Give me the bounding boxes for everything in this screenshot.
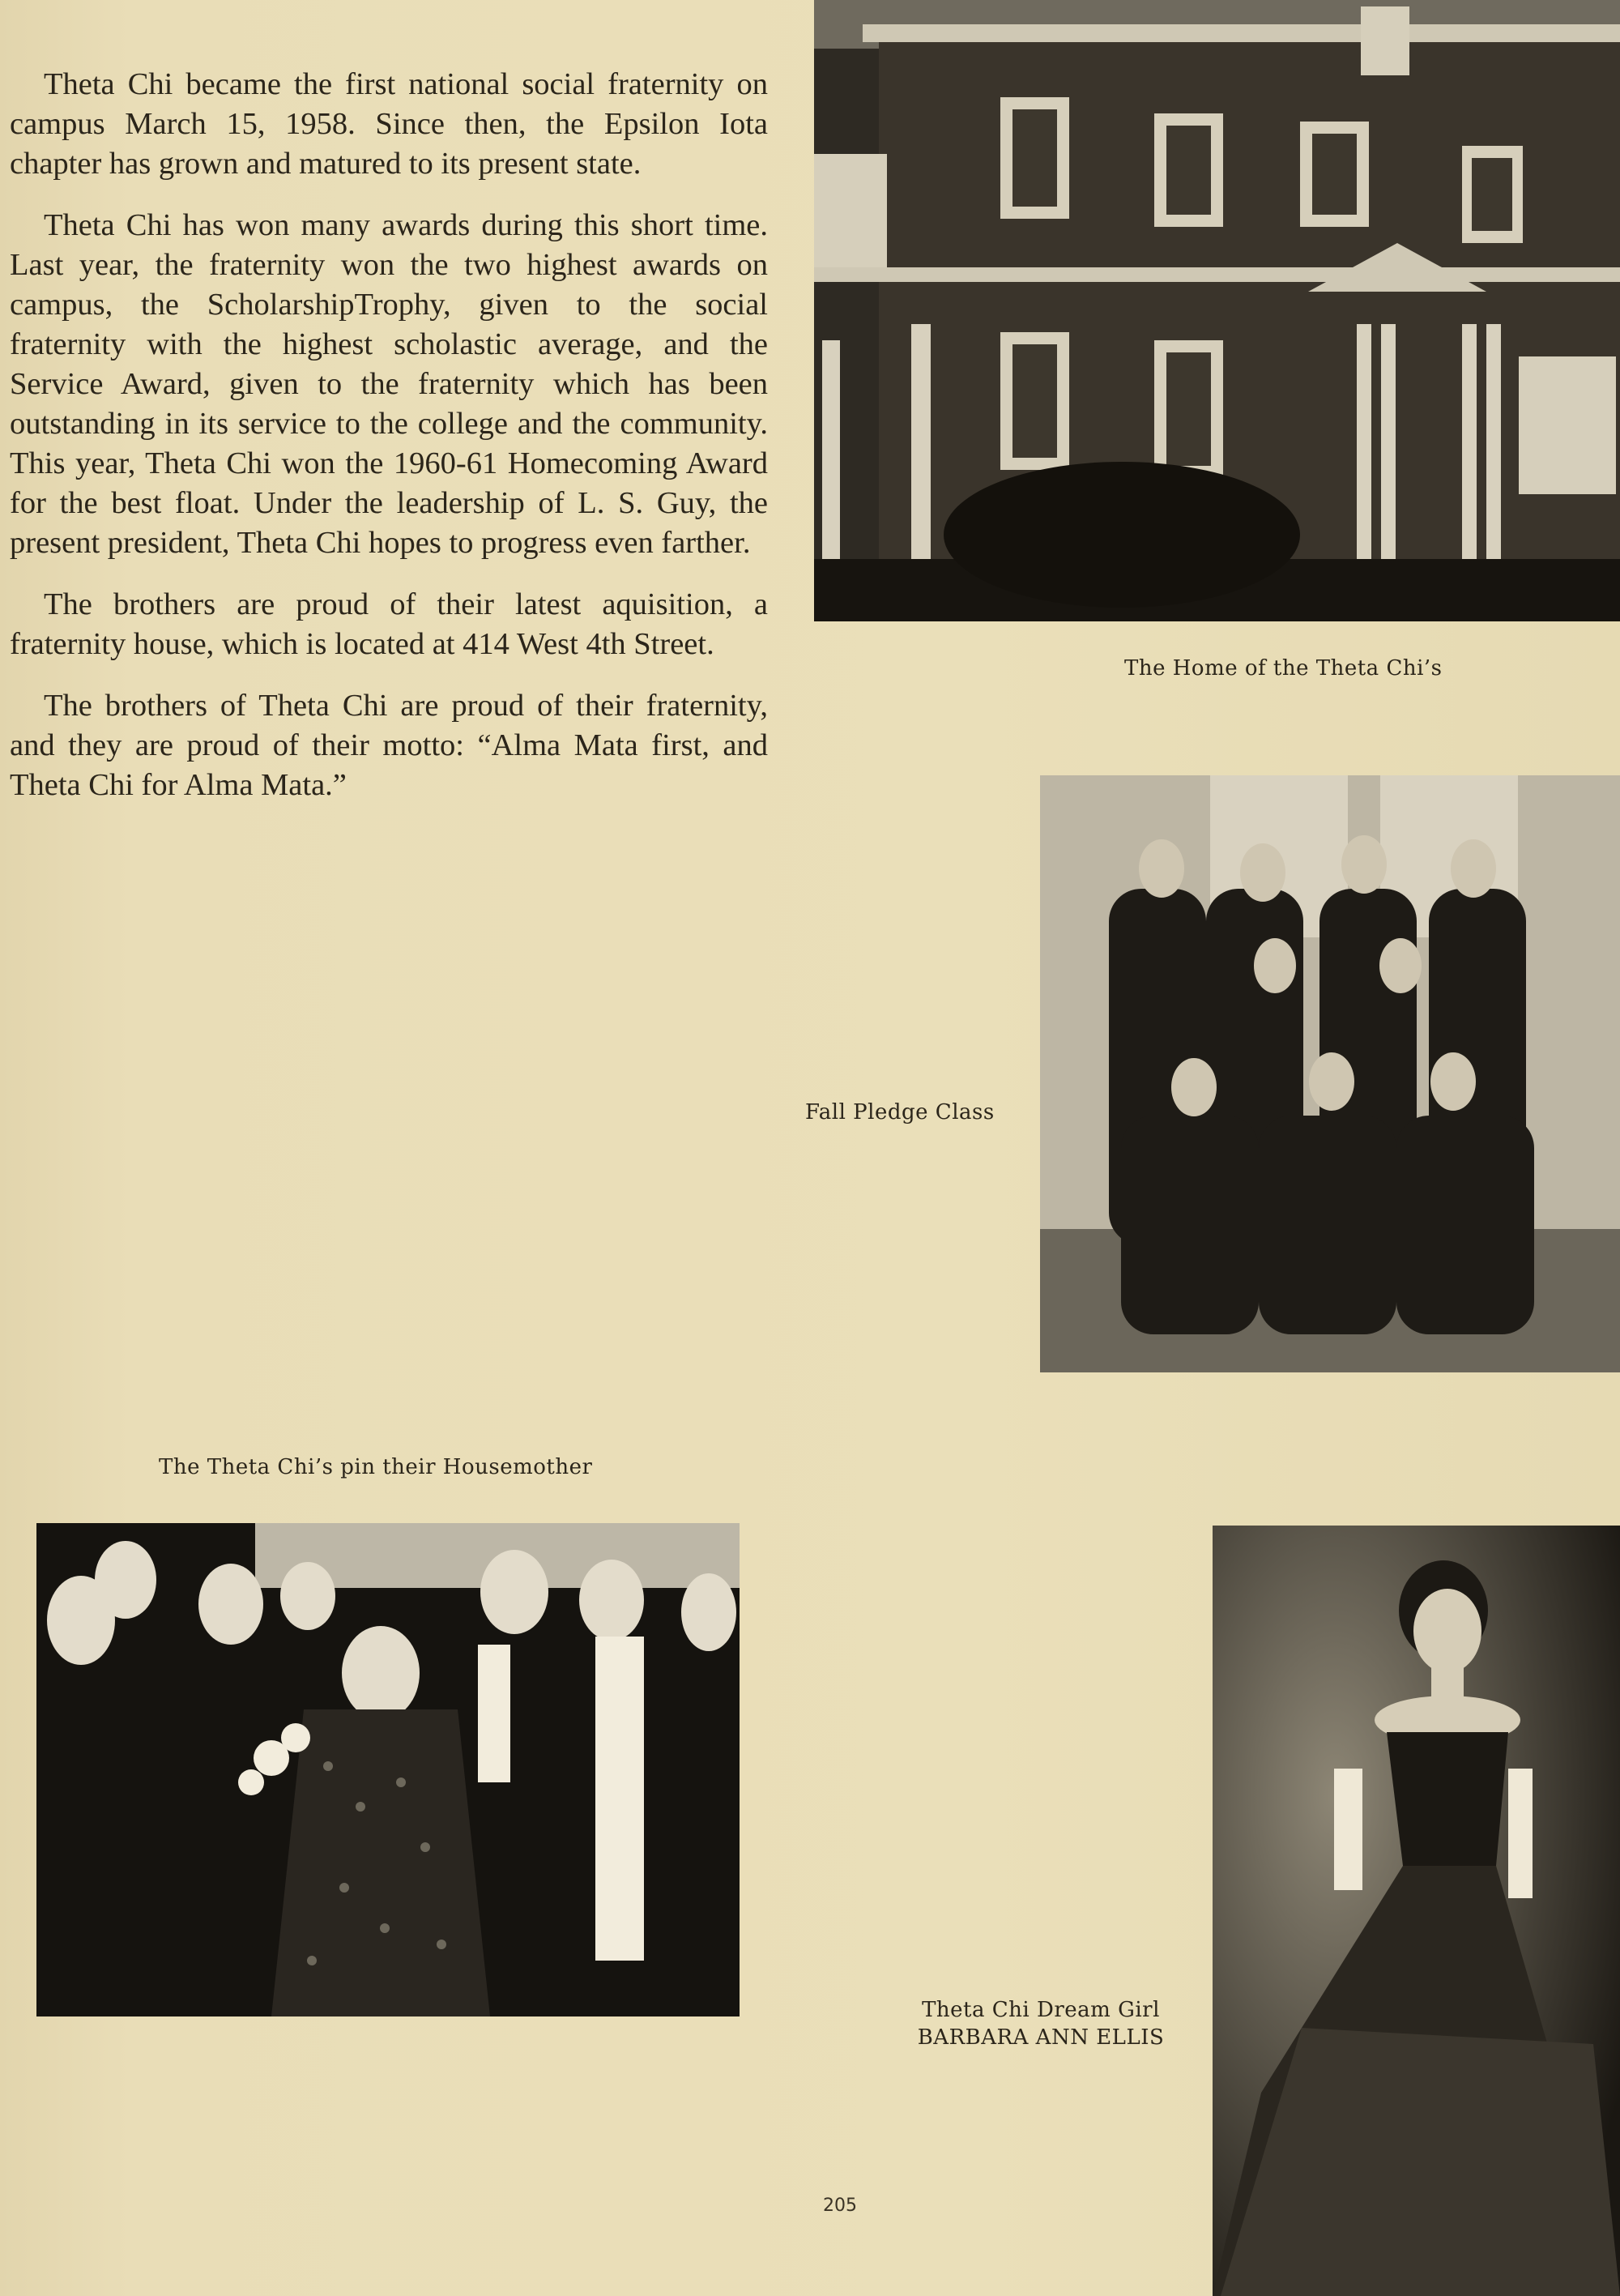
fraternity-house-photo bbox=[814, 0, 1620, 621]
paragraph-awards: Theta Chi has won many awards during this short time. Last year, the fraternity won the two highest awards on campus, the ScholarshipTrophy, given to the social fraternity with the highest scholastic average, and the Service Award, given to the fraternity which has been outstanding in its service to the college and the community. This year, Theta Chi won the 1960-61 Homecoming Award for the best float. Under the leadership of L. S. Guy, the present president, Theta Chi hopes to progress even farther. bbox=[10, 208, 768, 560]
caption-housemother: The Theta Chi’s pin their Housemother bbox=[159, 1455, 593, 1479]
caption-pledge-class: Fall Pledge Class bbox=[805, 1100, 995, 1125]
dream-girl-portrait bbox=[1213, 1526, 1620, 2296]
paragraph-founding: Theta Chi became the first national social fraternity on campus March 15, 1958. Since then, the Epsilon Iota chapter has grown and matured to its present state. bbox=[10, 67, 768, 181]
paragraph-motto: The brothers of Theta Chi are proud of their fraternity, and they are proud of their motto: “Alma Mata first, and Theta Chi for Alma Mata.” bbox=[10, 689, 768, 802]
page-number: 205 bbox=[823, 2196, 857, 2216]
pledge-class-photo bbox=[1040, 775, 1620, 1372]
housemother-photo bbox=[36, 1523, 740, 2016]
article-body bbox=[10, 65, 768, 827]
caption-dream-girl-name: BARBARA ANN ELLIS bbox=[917, 2025, 1165, 2050]
caption-house: The Home of the Theta Chi’s bbox=[1124, 656, 1443, 681]
caption-dream-girl-title: Theta Chi Dream Girl bbox=[922, 1998, 1160, 2022]
caption-dream-girl bbox=[899, 1996, 1183, 2051]
paragraph-house: The brothers are proud of their latest aquisition, a fraternity house, which is located at 414 West 4th Street. bbox=[10, 587, 768, 661]
